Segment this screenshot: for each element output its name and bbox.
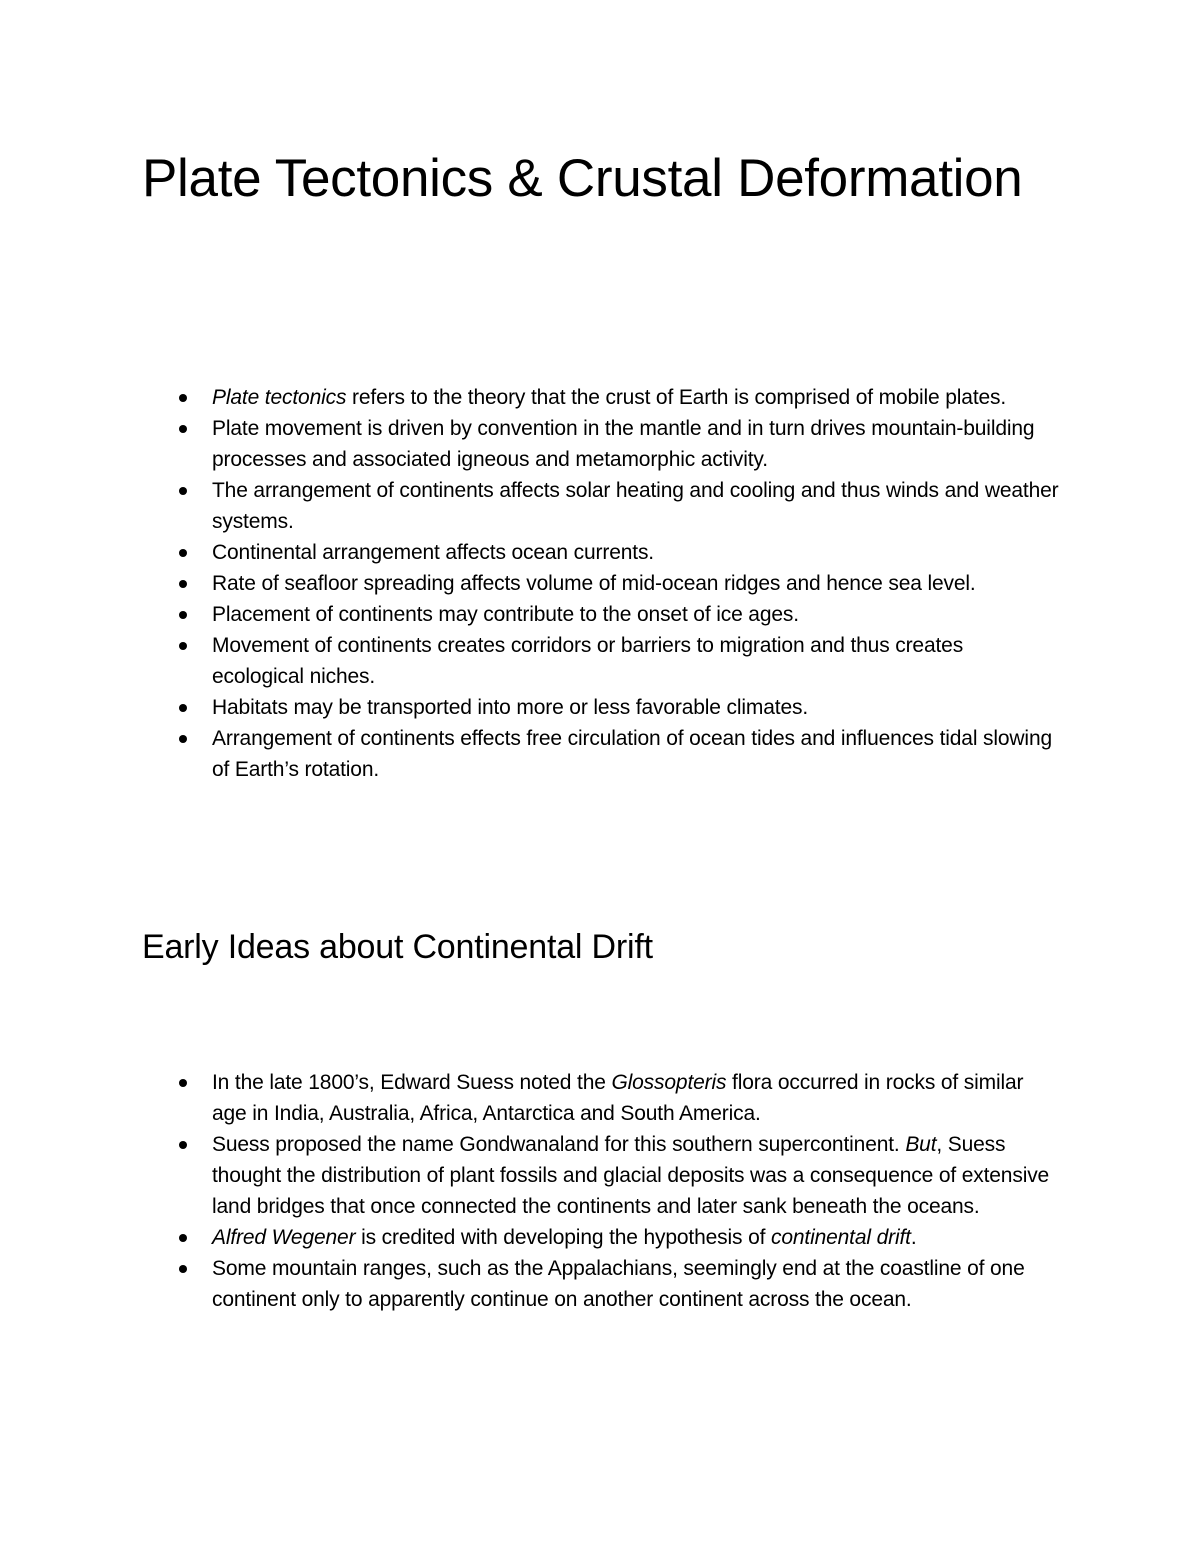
term-italic: Alfred Wegener	[212, 1226, 356, 1249]
list-item-text: Movement of continents creates corridors or barriers to migration and thus creates ecological niches.	[212, 634, 964, 688]
bullet-icon	[179, 1141, 187, 1149]
list-item	[0, 723, 1060, 785]
list-item	[0, 630, 1060, 692]
list-item-text: is credited with developing the hypothesis of	[355, 1226, 771, 1249]
bullet-icon	[179, 425, 187, 433]
list-item-text: .	[910, 1226, 917, 1249]
bullet-list-plate-tectonics	[0, 382, 1060, 785]
bullet-icon	[179, 704, 187, 712]
list-item-text: , Suess thought the distribution of plant fossils and glacial deposits was a consequence of extensive land bridges that once connected the continents and later sank beneath the oceans.	[212, 1133, 1050, 1218]
list-item-text: Arrangement of continents effects free circulation of ocean tides and influences tidal slowing of Earth’s rotation.	[212, 727, 1053, 781]
list-item	[0, 599, 1060, 630]
list-item-text: Continental arrangement affects ocean currents.	[212, 541, 654, 564]
term-italic: continental drift	[770, 1226, 911, 1249]
list-item	[0, 1253, 1060, 1315]
list-item-text: In the late 1800’s, Edward Suess noted the	[212, 1071, 612, 1094]
bullet-icon	[179, 642, 187, 650]
list-item-text: Rate of seafloor spreading affects volume of mid-ocean ridges and hence sea level.	[212, 572, 976, 595]
bullet-icon	[179, 611, 187, 619]
bullet-list-continental-drift	[0, 1067, 1060, 1315]
list-item	[0, 413, 1060, 475]
bullet-icon	[179, 487, 187, 495]
list-item	[0, 537, 1060, 568]
bullet-icon	[179, 1079, 187, 1087]
bullet-icon	[179, 394, 187, 402]
list-item-text: refers to the theory that the crust of Earth is comprised of mobile plates.	[346, 386, 1007, 409]
list-item	[0, 692, 1060, 723]
bullet-icon	[179, 735, 187, 743]
bullet-icon	[179, 1234, 187, 1242]
list-item-text: Habitats may be transported into more or less favorable climates.	[212, 696, 809, 719]
bullet-icon	[179, 1265, 187, 1273]
list-item-text: The arrangement of continents affects solar heating and cooling and thus winds and weather systems.	[212, 479, 1059, 533]
document-title: Plate Tectonics & Crustal Deformation	[142, 149, 1023, 208]
list-item	[0, 1067, 1060, 1129]
list-item-text: Plate movement is driven by convention in the mantle and in turn drives mountain-building processes and associated igneous and metamorphic activity.	[212, 417, 1035, 471]
term-italic: But	[905, 1133, 937, 1156]
list-item	[0, 568, 1060, 599]
list-item-text: Suess proposed the name Gondwanaland for this southern supercontinent.	[212, 1133, 906, 1156]
list-item	[0, 1222, 1060, 1253]
list-item	[0, 475, 1060, 537]
list-item	[0, 382, 1060, 413]
list-item-text: flora occurred in rocks of similar age in India, Australia, Africa, Antarctica and South America.	[212, 1071, 1024, 1125]
list-item-text: Some mountain ranges, such as the Appalachians, seemingly end at the coastline of one continent only to apparently continue on another continent across the ocean.	[212, 1257, 1025, 1311]
term-italic: Glossopteris	[611, 1071, 727, 1094]
section-heading-continental-drift: Early Ideas about Continental Drift	[142, 928, 653, 966]
term-italic: Plate tectonics	[212, 386, 347, 409]
bullet-icon	[179, 580, 187, 588]
bullet-icon	[179, 549, 187, 557]
list-item	[0, 1129, 1060, 1222]
list-item-text: Placement of continents may contribute to the onset of ice ages.	[212, 603, 799, 626]
